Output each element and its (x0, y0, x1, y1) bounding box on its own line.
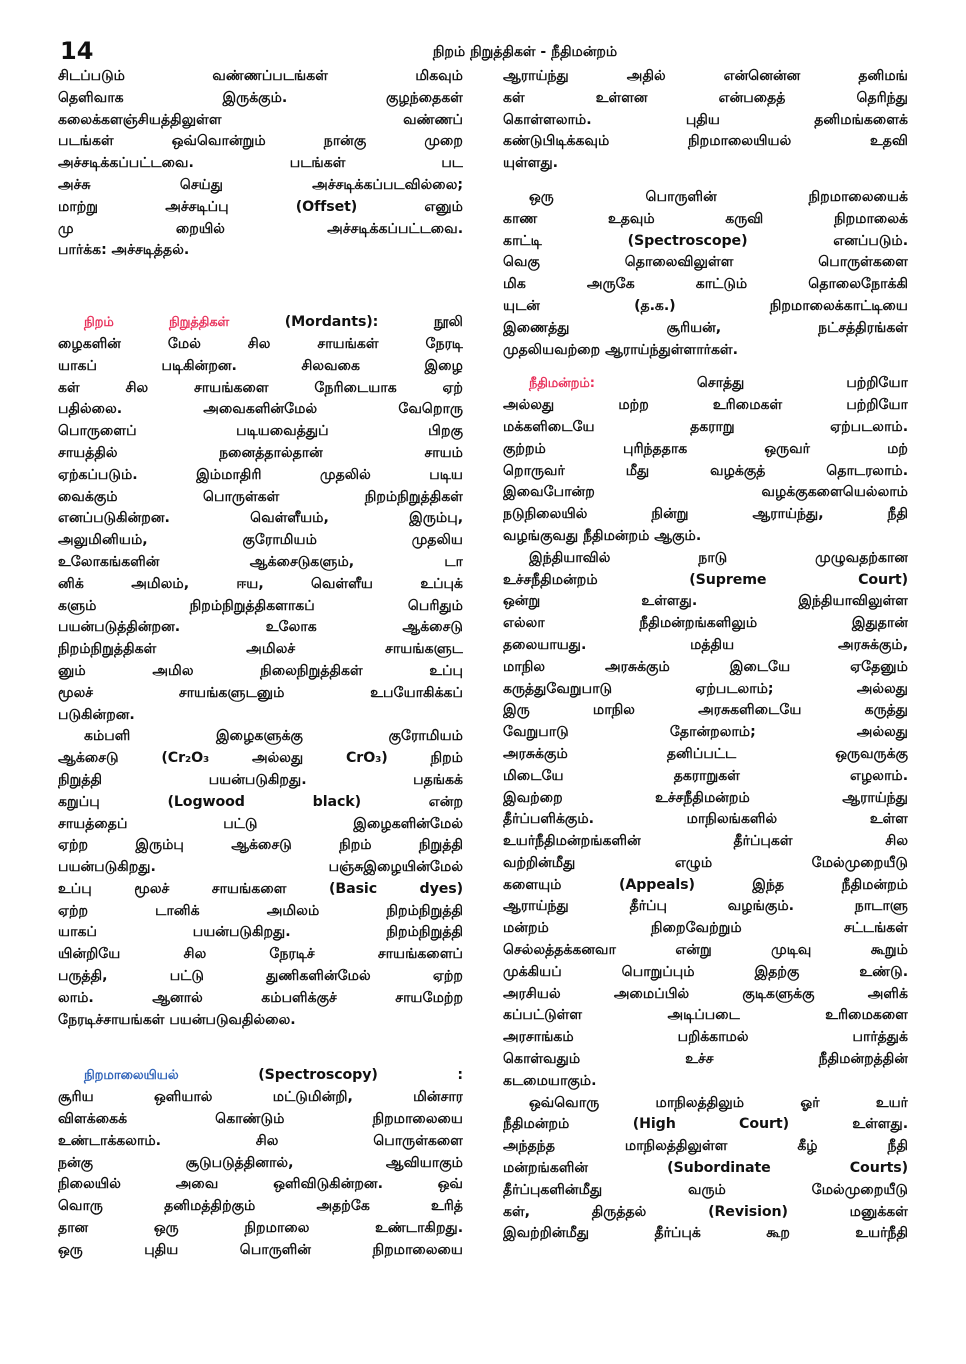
text-line: ஒரு பொருளின் நிறமாலையைக் (529, 188, 908, 205)
mordants-heading: நிறம் நிறுத்திகள் (84, 315, 230, 331)
spectroscopy-heading: நிறமாலையியல் (84, 1068, 179, 1084)
text-line: அலுமினியம், குரோமியம் முதலிய (58, 532, 463, 549)
text-line: உயர்நீதிமன்றங்களின் தீர்ப்புகள் சில (503, 833, 908, 850)
mordants-heading-rest: (Mordants): நூலி (284, 314, 463, 331)
text-line: ஆராய்ந்து அதில் என்னென்ன தனிமங் (503, 68, 908, 84)
text-line: உப்பு மூலச் சாயங்களை (Basic dyes) (58, 880, 463, 897)
text-line: தான ஒரு நிறமாலை உண்டாகிறது. (58, 1220, 463, 1237)
text-line: தலையாயது. மத்திய அரசுக்கும், (503, 636, 908, 653)
text-line: ஒன்று உள்ளது. இந்தியாவிலுள்ள (503, 593, 908, 610)
text-line: கண்டுபிடிக்கவும் நிறமாலையியல் உதவி (503, 133, 908, 150)
text-line: னும் அமில நிலைநிறுத்திகள் உப்பு (58, 662, 463, 679)
text-line: களையும் (Appeals) இந்த நீதிமன்றம் (503, 876, 908, 893)
text-line: அரசாங்கம் பறிக்காமல் பார்த்துக் (503, 1029, 908, 1046)
text-line: காண உதவும் கருவி நிறமாலைக் (503, 210, 908, 227)
text-line: நீதிமன்றம் (High Court) உள்ளது. (503, 1116, 908, 1133)
text-line: காட்டி (Spectroscope) எனப்படும். (503, 232, 908, 249)
text-line: பார்க்க: அச்சடித்தல். (58, 242, 190, 259)
text-line: மக்களிடையே தகராறு ஏற்படலாம். (503, 418, 908, 435)
text-line: ஒரு புதிய பொருளின் நிறமாலையை (58, 1241, 463, 1258)
text-line: கொள்ளலாம். புதிய தனிமங்களைக் (503, 111, 908, 128)
text-line: படுகின்றன. (58, 706, 135, 723)
text-line: இந்தியாவில் நாடு முழுவதற்கான (529, 549, 908, 566)
text-line: ஆராய்ந்து தீர்ப்பு வழங்கும். நாடாளு (503, 898, 908, 915)
text-line: சிடப்படும் வண்ணப்படங்கள் மிகவும் (58, 68, 463, 84)
text-line: பதில்லை. அவைகளின்மேல் வேறொரு (58, 401, 463, 418)
text-line: பயன்படுத்தின்றன. உலோக ஆக்சைடு (58, 619, 463, 636)
text-line: சாயத்தில் நனைத்தால்தான் சாயம் (58, 444, 463, 461)
text-line: இரு மாநில அரசுகளிடையே கருத்து (503, 702, 908, 719)
text-line: யுள்ளது. (503, 155, 558, 172)
text-line: ஆக்சைடு (Cr₂O₃ அல்லது CrO₃) நிறம் (58, 750, 463, 767)
text-line: முதலியவற்றை ஆராய்ந்துள்ளார்கள். (503, 341, 738, 358)
page-number: 14 (60, 37, 94, 65)
text-line: பருத்தி, பட்டு துணிகளின்மேல் ஏற்ற (58, 968, 463, 985)
spectroscopy-heading-rest: (Spectroscopy) : (258, 1067, 463, 1084)
text-line: ழைகளின் மேல் சில சாயங்கள் நேரடி (58, 335, 463, 352)
text-line: படங்கள் ஒவ்வொன்றும் நான்கு முறை (58, 133, 463, 150)
text-line: மூலச் சாயங்களுடனும் உபயோகிக்கப் (58, 684, 463, 701)
text-line: மிக அருகே காட்டும் தொலைநோக்கி (503, 276, 908, 293)
text-line: அரசுக்கும் தனிப்பட்ட ஒருவருக்கு (503, 745, 908, 762)
spectroscopy-line (58, 1065, 463, 1087)
text-line: ஏற்கப்படும். இம்மாதிரி முதலில் படிய (58, 466, 463, 483)
text-line: உண்டாக்கலாம். சில பொருள்களை (58, 1132, 463, 1149)
court-line (503, 373, 908, 395)
text-line: நேரடிச்சாயங்கள் பயன்படுவதில்லை. (58, 1011, 296, 1028)
mordants-line (58, 312, 463, 334)
text-line: கறுப்பு (Logwood black) என்ற (58, 793, 463, 810)
text-line: மன்றம் நிறைவேற்றும் சட்டங்கள் (503, 920, 908, 937)
text-line: நிறுத்தி பயன்படுகிறது. பதங்கக் (58, 771, 463, 788)
right-column (503, 66, 908, 1245)
paragraph-gap (58, 1031, 463, 1065)
text-line: கம்பளி இழைகளுக்கு குரோமியம் (84, 728, 463, 745)
text-line: வேறுபாடு தோன்றலாம்; அல்லது (503, 724, 908, 741)
text-line: களும் நிறம்நிறுத்திகளாகப் பெரிதும் (58, 597, 463, 614)
text-line: மு றையில் அச்சடிக்கப்பட்டவை. (58, 220, 463, 237)
text-line: யாகப் படிகின்றன. சிலவகை இழை (58, 357, 463, 374)
paragraph-gap (58, 262, 463, 312)
text-line: நன்கு சூடுபடுத்தினால், ஆவியாகும் (58, 1154, 463, 1171)
text-line: யின்றியே சில நேரடிச் சாயங்களைப் (58, 946, 463, 963)
text-line: லாம். ஆனால் கம்பளிக்குச் சாயமேற்ற (58, 989, 463, 1006)
text-line: இணைத்து சூரியன், நட்சத்திரங்கள் (503, 319, 908, 336)
text-line: ஏற்ற இரும்பு ஆக்சைடு நிறம் நிறுத்தி (58, 837, 463, 854)
text-line: பயன்படுகிறது. பஞ்சுஇழையின்மேல் (58, 859, 463, 876)
court-heading: நீதிமன்றம்: (529, 376, 595, 392)
text-line: கொள்வதும் உச்ச நீதிமன்றத்தின் (503, 1051, 908, 1068)
text-line: கள் உள்ளன என்பதைத் தெரிந்து (503, 89, 908, 106)
text-line: நிலையில் அவை ஒளிவிடுகின்றன. ஒவ் (58, 1176, 463, 1193)
text-line: கப்பட்டுள்ள அடிப்படை உரிமைகளை (503, 1007, 908, 1024)
text-line: சூரிய ஒளியால் மட்டுமின்றி, மின்சார (58, 1089, 463, 1106)
text-line: வெகு தொலைவிலுள்ள பொருள்களை (503, 254, 908, 271)
text-line: வழங்குவது நீதிமன்றம் ஆகும். (503, 527, 702, 544)
text-line: பொருளைப் படியவைத்துப் பிறகு (58, 423, 463, 440)
text-line: ஏற்ற டானிக் அமிலம் நிறம்நிறுத்தி (58, 902, 463, 919)
text-line: உலோகங்களின் ஆக்சைடுகளும், டா (58, 553, 463, 570)
text-line: வொரு தனிமத்திற்கும் அதற்கே உரித் (58, 1198, 463, 1215)
text-line: யாகப் பயன்படுகிறது. நிறம்நிறுத்தி (58, 924, 463, 941)
text-line: தீர்ப்பளிக்கும். மாநிலங்களில் உள்ள (503, 811, 908, 828)
text-line: யுடன் (த.க.) நிறமாலைக்காட்டியை (503, 297, 908, 314)
text-line: மன்றங்களின் (Subordinate Courts) (503, 1160, 908, 1177)
text-line: தெளிவாக இருக்கும். குழந்தைகள் (58, 89, 463, 106)
text-line: உச்சநீதிமன்றம் (Supreme Court) (503, 571, 908, 588)
running-title: நிறம் நிறுத்திகள் - நீதிமன்றம் (432, 44, 618, 60)
left-column (58, 66, 463, 1262)
text-line: றொருவர் மீது வழக்குத் தொடரலாம். (503, 462, 908, 479)
text-line: முக்கியப் பொறுப்பும் இதற்கு உண்டு. (503, 963, 908, 980)
text-line: நிறம்நிறுத்திகள் அமிலச் சாயங்களுட (58, 641, 463, 658)
text-line: அல்லது மற்ற உரிமைகள் பற்றியோ (503, 397, 908, 414)
paragraph-gap (503, 361, 908, 373)
text-line: அரசியல் அமைப்பில் குடிகளுக்கு அளிக் (503, 985, 908, 1002)
text-line: எனப்படுகின்றன. வெள்ளீயம், இரும்பு, (58, 510, 463, 527)
text-line: அச்சு செய்து அச்சடிக்கப்படவில்லை; (58, 176, 463, 193)
text-line: அச்சடிக்கப்பட்டவை. படங்கள் பட (58, 155, 463, 172)
text-line: நடுநிலையில் நின்று ஆராய்ந்து, நீதி (503, 506, 908, 523)
text-line: சாயத்தைப் பட்டு இழைகளின்மேல் (58, 815, 463, 832)
text-line: தீர்ப்புகளின்மீது வரும் மேல்முறையீடு (503, 1181, 908, 1198)
text-line: கள், திருத்தல் (Revision) மனுக்கள் (503, 1203, 908, 1220)
text-line: அந்தந்த மாநிலத்திலுள்ள கீழ் நீதி (503, 1138, 908, 1155)
paragraph-gap (503, 175, 908, 187)
text-line: வைக்கும் பொருள்கள் நிறம்நிறுத்திகள் (58, 488, 463, 505)
text-line: குற்றம் புரிந்ததாக ஒருவர் மற் (503, 440, 908, 457)
text-line: வற்றின்மீது எழும் மேல்முறையீடு (503, 854, 908, 871)
text-line: செல்லத்தக்கனவா என்று முடிவு கூறும் (503, 942, 908, 959)
text-line: இவற்றை உச்சநீதிமன்றம் ஆராய்ந்து (503, 789, 908, 806)
text-line: கலைக்களஞ்சியத்திலுள்ள வண்ணப் (58, 111, 463, 128)
text-line: கள் சில சாயங்களை நேரிடையாக ஏற் (58, 379, 463, 396)
text-line: கடமையாகும். (503, 1072, 597, 1089)
court-heading-rest: சொத்து பற்றியோ (696, 375, 908, 392)
text-line: ஒவ்வொரு மாநிலத்திலும் ஓர் உயர் (529, 1094, 908, 1111)
text-line: மாற்று அச்சடிப்பு (Offset) எனும் (58, 198, 463, 215)
text-line: எல்லா நீதிமன்றங்களிலும் இதுதான் (503, 615, 908, 632)
text-line: மிடையே தகராறுகள் எழலாம். (503, 767, 908, 784)
text-line: கருத்துவேறுபாடு ஏற்படலாம்; அல்லது (503, 680, 908, 697)
text-line: இவைபோன்ற வழக்குகளையெல்லாம் (503, 484, 908, 501)
text-line: மாநில அரசுக்கும் இடையே ஏதேனும் (503, 658, 908, 675)
text-line: னிக் அமிலம், ஈய, வெள்ளீய உப்புக் (58, 575, 463, 592)
text-line: இவற்றின்மீது தீர்ப்புக் கூற உயர்நீதி (503, 1225, 908, 1242)
text-line: விளக்கைக் கொண்டும் நிறமாலையை (58, 1111, 463, 1128)
